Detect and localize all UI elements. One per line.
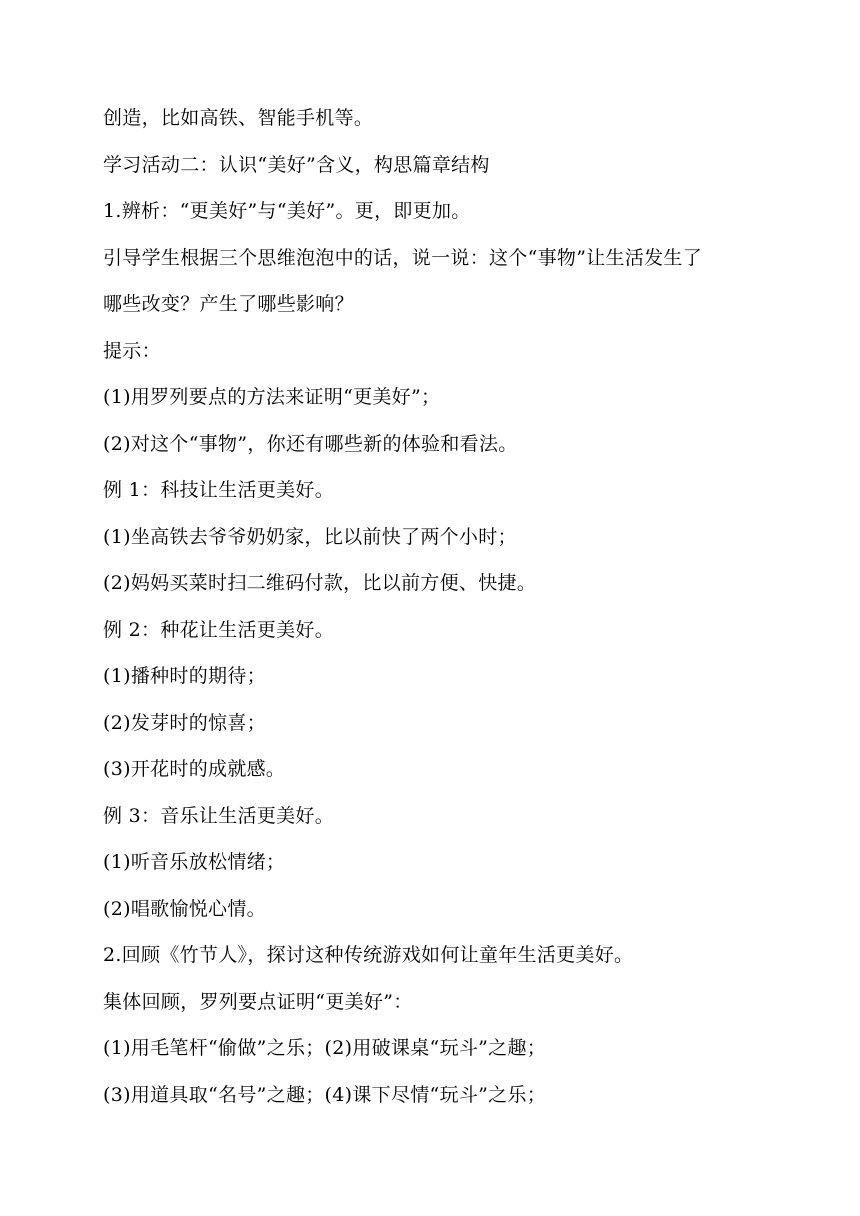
text-line: (1)坐高铁去爷爷奶奶家，比以前快了两个小时； — [103, 525, 517, 548]
text-line: 例 2：种花让生活更美好。 — [103, 618, 335, 641]
text-line: 集体回顾，罗列要点证明“更美好”： — [103, 990, 413, 1013]
text-line: 例 3：音乐让生活更美好。 — [103, 804, 335, 827]
text-line: 1.辨析：“更美好”与“美好”。更，即更加。 — [103, 200, 471, 222]
text-line: (1)用罗列要点的方法来证明“更美好”； — [103, 386, 441, 408]
text-line: 哪些改变？产生了哪些影响？ — [103, 293, 354, 315]
text-line: (2)妈妈买菜时扫二维码付款，比以前方便、快捷。 — [103, 572, 537, 594]
document-body — [103, 106, 783, 1129]
text-line: 引导学生根据三个思维泡泡中的话，说一说：这个“事物”让生活发生了 — [103, 246, 703, 269]
text-line: 创造，比如高铁、智能手机等。 — [103, 107, 374, 129]
text-line: (2)唱歌愉悦心情。 — [103, 897, 266, 920]
text-line: (1)用毛笔杆“偷做”之乐；(2)用破课桌“玩斗”之趣； — [103, 1037, 547, 1059]
text-line: 例 1：科技让生活更美好。 — [103, 479, 335, 501]
text-line: (3)开花时的成就感。 — [103, 758, 286, 780]
section-heading: 学习活动二：认识“美好”含义，构思篇章结构 — [103, 153, 490, 176]
text-line: (1)播种时的期待； — [103, 665, 266, 687]
text-line: (1)听音乐放松情绪； — [103, 851, 286, 873]
text-line: 提示： — [103, 339, 161, 362]
text-line: (3)用道具取“名号”之趣；(4)课下尽情“玩斗”之乐； — [103, 1083, 547, 1106]
text-line: (2)对这个“事物”，你还有哪些新的体验和看法。 — [103, 432, 518, 455]
text-line: (2)发芽时的惊喜； — [103, 711, 266, 734]
text-line: 2.回顾《竹节人》，探讨这种传统游戏如何让童年生活更美好。 — [103, 944, 634, 966]
